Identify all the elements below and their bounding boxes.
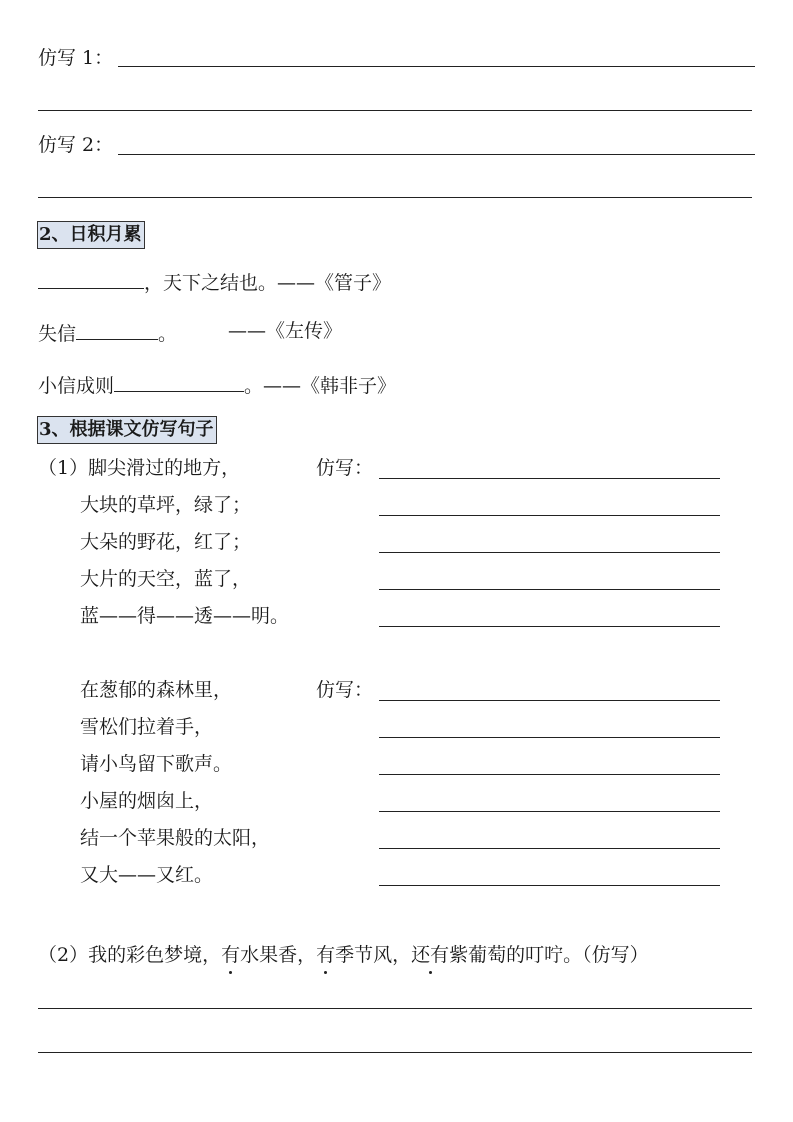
quote-3-text: 。——《韩非子》 [244, 375, 397, 397]
poem2-line-3: 请小鸟留下歌声。 [80, 753, 233, 775]
imitation-1-label: 仿写 1： [38, 47, 114, 69]
quote-3-blank[interactable] [114, 371, 244, 392]
section-3-heading: 3、根据课文仿写句子 [37, 416, 217, 444]
poem2-answer-line-2[interactable] [379, 737, 720, 738]
q2-part-5: 季节风， [335, 944, 412, 966]
quote-line-1 [38, 268, 391, 295]
quote-2-prefix: 失信 [38, 323, 77, 345]
poem2-line-5: 结一个苹果般的太阳， [80, 827, 271, 849]
poem1-answer-line-1[interactable] [379, 478, 720, 479]
poem1-answer-line-5[interactable] [379, 626, 720, 627]
q2-part-7: 紫葡萄的叮咛。（仿写） [449, 944, 649, 966]
poem2-answer-line-1[interactable] [379, 700, 720, 701]
q2-prompt [38, 943, 649, 967]
quote-2-blank[interactable] [76, 319, 158, 340]
poem2-answer-line-6[interactable] [379, 885, 720, 886]
imitation-2-answer-line-2[interactable] [38, 197, 752, 198]
poem1-answer-line-4[interactable] [379, 589, 720, 590]
poem1-line-2: 大块的草坪，绿了； [80, 494, 252, 516]
imitation-1-answer-line-2[interactable] [38, 110, 752, 111]
poem2-answer-line-3[interactable] [379, 774, 720, 775]
poem2-imitate-label: 仿写： [316, 679, 374, 701]
poem1-line-1: （1）脚尖滑过的地方， [38, 457, 241, 479]
quote-line-2 [38, 319, 177, 346]
section-2-heading: 2、日积月累 [37, 221, 145, 249]
poem1-imitate-label: 仿写： [316, 457, 374, 479]
q2-emphasis-you-2: 有 [316, 944, 336, 966]
q2-emphasis-haiyou: 还有 [411, 944, 450, 966]
quote-3-prefix: 小信成则 [38, 375, 115, 397]
q2-part-1: （2）我的彩色梦境， [38, 944, 222, 966]
quote-2-mid: 。 [158, 323, 178, 345]
poem2-line-2: 雪松们拉着手， [80, 716, 214, 738]
quote-1-blank[interactable] [38, 268, 144, 289]
imitation-1-answer-line[interactable] [118, 66, 755, 67]
poem1-answer-line-3[interactable] [379, 552, 720, 553]
q2-answer-line-2[interactable] [38, 1052, 752, 1053]
poem1-line-4: 大片的天空，蓝了， [80, 568, 252, 590]
poem2-answer-line-4[interactable] [379, 811, 720, 812]
poem2-line-6: 又大——又红。 [80, 864, 214, 886]
poem1-line-5: 蓝——得——透——明。 [80, 605, 290, 627]
quote-line-3 [38, 371, 396, 398]
imitation-2-label: 仿写 2： [38, 134, 114, 156]
imitation-2-answer-line[interactable] [118, 154, 755, 155]
q2-answer-line-1[interactable] [38, 1008, 752, 1009]
poem1-answer-line-2[interactable] [379, 515, 720, 516]
quote-2-source: ——《左传》 [228, 320, 343, 342]
poem2-line-1: 在葱郁的森林里， [80, 679, 233, 701]
q2-emphasis-you-1: 有 [221, 944, 241, 966]
quote-1-text: ，天下之结也。——《管子》 [144, 272, 392, 294]
q2-part-3: 水果香， [240, 944, 317, 966]
poem2-line-4: 小屋的烟囱上， [80, 790, 214, 812]
poem2-answer-line-5[interactable] [379, 848, 720, 849]
poem1-line-3: 大朵的野花，红了； [80, 531, 252, 553]
